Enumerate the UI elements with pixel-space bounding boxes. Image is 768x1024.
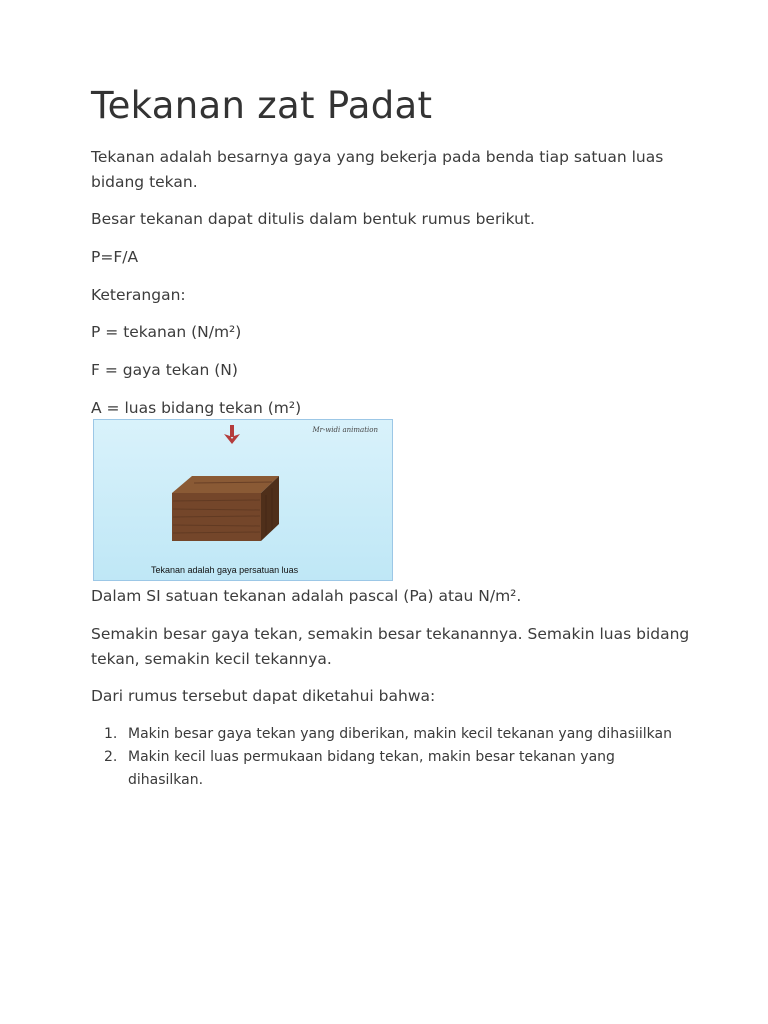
figure-caption: Tekanan adalah gaya persatuan luas (151, 565, 299, 575)
list-item-number: 1. (104, 726, 118, 742)
formula-text: P=F/A (91, 248, 139, 266)
si-unit-paragraph: Dalam SI satuan tekanan adalah pascal (Pa) atau N/m². (91, 587, 522, 605)
conclusion-intro: Dari rumus tersebut dapat diketahui bahwa: (91, 687, 436, 705)
force-arrow-icon (224, 425, 240, 444)
conclusion-list (91, 723, 691, 792)
formula-intro-paragraph: Besar tekanan dapat ditulis dalam bentuk rumus berikut. (91, 210, 535, 228)
force-definition: F = gaya tekan (N) (91, 361, 238, 379)
list-item (91, 746, 691, 792)
list-item (91, 723, 691, 746)
list-item-text: Makin besar gaya tekan yang diberikan, makin kecil tekanan yang dihasiilkan (128, 726, 672, 742)
page-title: Tekanan zat Padat (91, 84, 433, 127)
wood-block-illustration (94, 420, 393, 581)
pressure-definition: P = tekanan (N/m²) (91, 323, 242, 341)
keterangan-label: Keterangan: (91, 286, 186, 304)
list-item-number: 2. (104, 749, 118, 765)
list-item-text: Makin kecil luas permukaan bidang tekan, makin besar tekanan yang dihasilkan. (128, 749, 615, 788)
block-top-face (172, 476, 279, 493)
area-definition: A = luas bidang tekan (m²) (91, 399, 302, 417)
definition-paragraph: Tekanan adalah besarnya gaya yang bekerja pada benda tiap satuan luas bidang tekan. (91, 148, 664, 191)
figure-credit: Mr-widi animation (312, 426, 378, 434)
relation-paragraph: Semakin besar gaya tekan, semakin besar tekanannya. Semakin luas bidang tekan, semakin kecil tekannya. (91, 625, 690, 668)
pressure-illustration (93, 419, 393, 581)
